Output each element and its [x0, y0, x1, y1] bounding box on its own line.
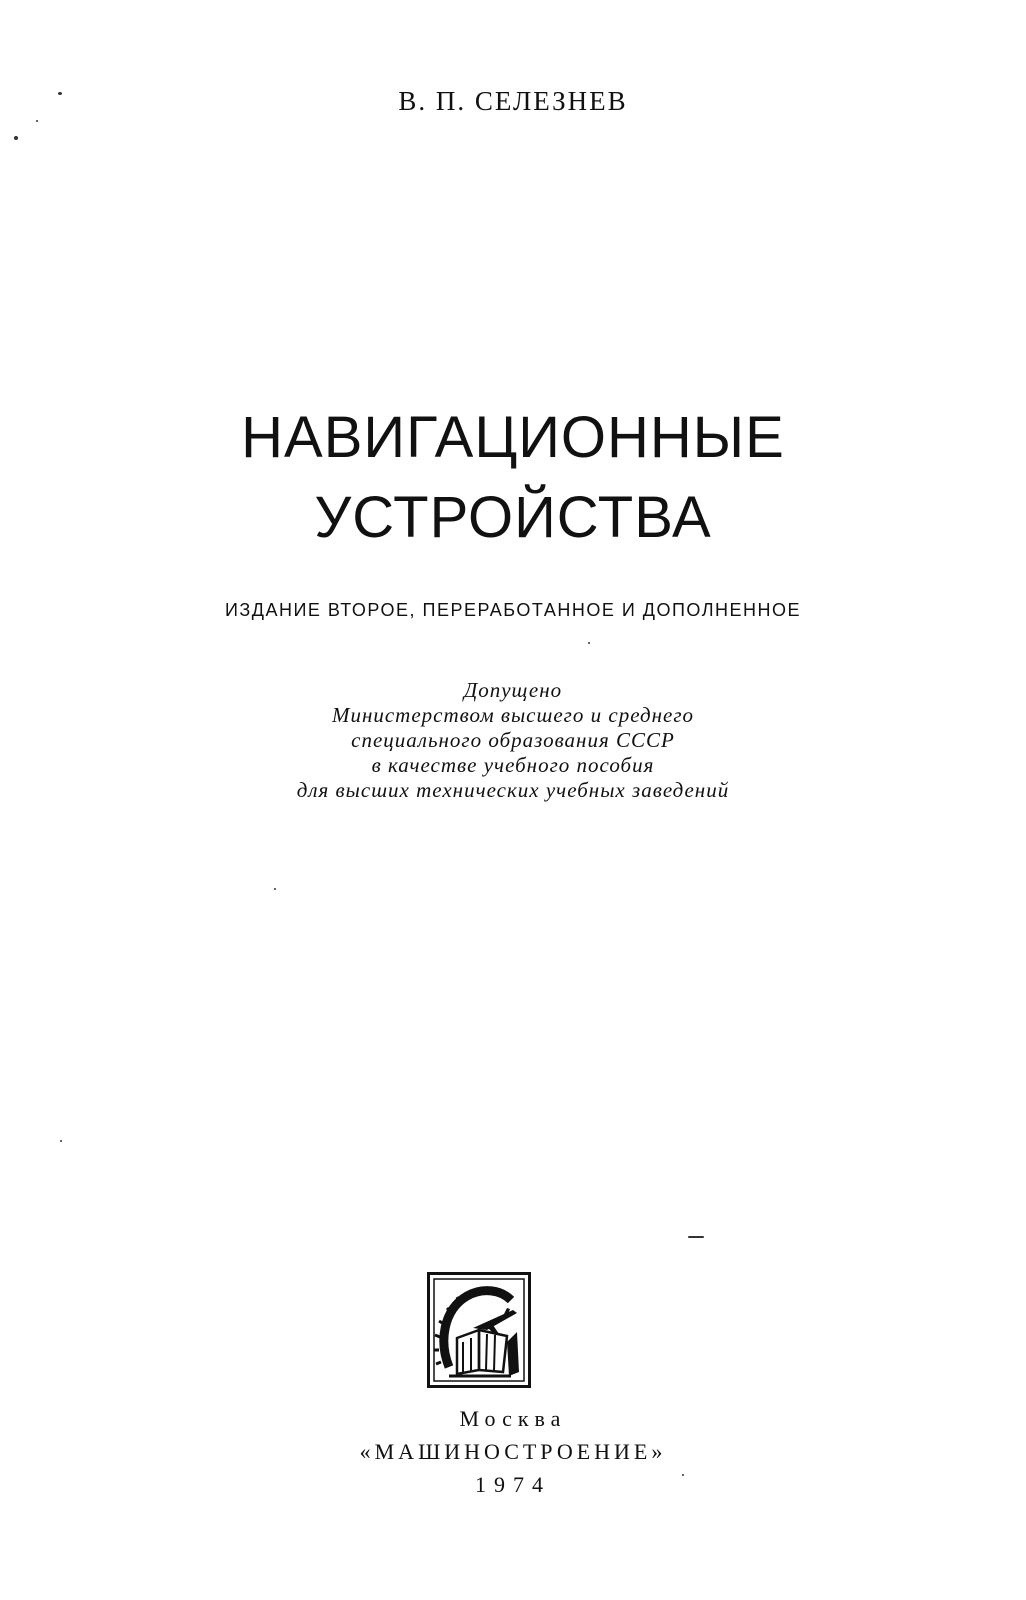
scan-speck [14, 136, 18, 140]
approval-line-2: Министерством высшего и среднего [331, 703, 695, 727]
approval-statement [0, 678, 1026, 803]
book-title [0, 398, 1026, 558]
scan-speck [688, 1236, 704, 1238]
imprint-city: Москва [459, 1406, 567, 1431]
book-title-line-2: УСТРОЙСТВА [314, 485, 712, 550]
scan-speck [58, 92, 62, 95]
book-title-line-1: НАВИГАЦИОННЫЕ [241, 405, 785, 470]
author-name: В. П. СЕЛЕЗНЕВ [398, 86, 628, 116]
approval-line-5: для высших технических учебных заведений [296, 778, 730, 802]
edition-note: ИЗДАНИЕ ВТОРОЕ, ПЕРЕРАБОТАННОЕ И ДОПОЛНЕННОЕ [224, 600, 802, 620]
approval-line-4: в качестве учебного пособия [371, 753, 655, 777]
publisher-emblem-icon [427, 1272, 531, 1388]
approval-line-3: специального образования СССР [351, 728, 675, 752]
scan-speck [682, 1474, 684, 1476]
imprint [0, 1402, 1026, 1501]
scan-speck [60, 1140, 62, 1142]
scan-speck [274, 888, 276, 890]
scan-speck [588, 642, 590, 644]
scan-speck [36, 120, 38, 122]
approval-line-1: Допущено [463, 678, 563, 702]
imprint-year: 1974 [475, 1472, 551, 1497]
imprint-publisher: «МАШИНОСТРОЕНИЕ» [359, 1439, 667, 1464]
